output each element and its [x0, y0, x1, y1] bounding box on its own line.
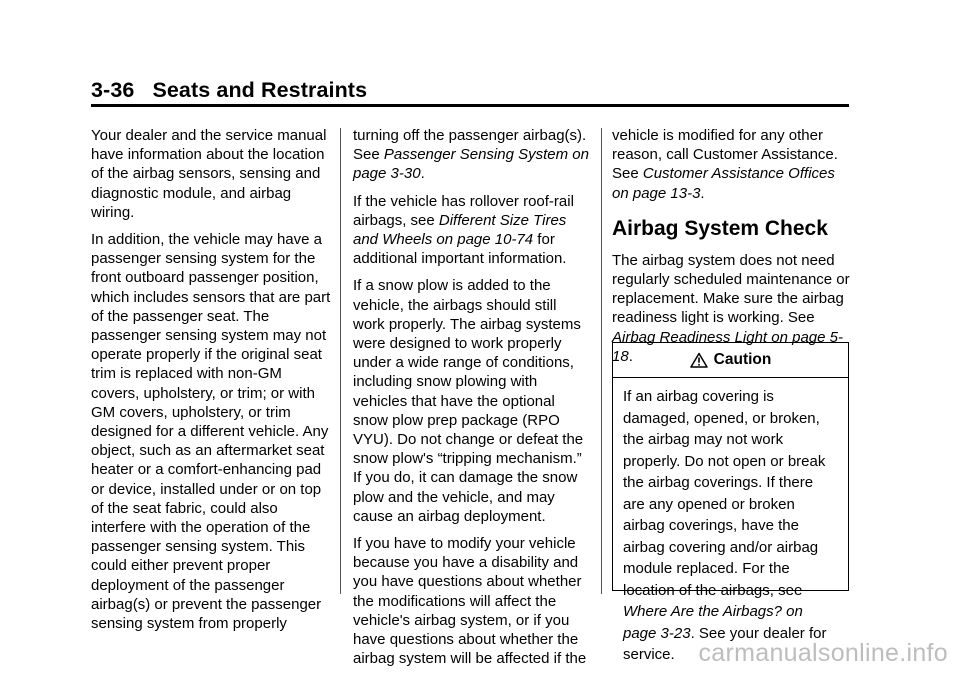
section-heading: Airbag System Check — [612, 216, 828, 240]
column-3 — [612, 126, 852, 374]
col2-paragraph-4: If you have to modify your vehicle because you have a disability and you have questions about whether the modifications will affect the vehicle's airbag system, or if you have questions about whether the airbag system will be affected if the — [353, 535, 587, 668]
cross-reference-link[interactable]: Where Are the Airbags? on page 3-23 — [623, 603, 803, 642]
column-divider-1 — [340, 128, 341, 594]
cross-reference-link[interactable]: Passenger Sensing System on page 3-30 — [353, 146, 589, 183]
section-title: Seats and Restraints — [152, 78, 368, 102]
column-divider-2 — [601, 128, 602, 594]
cross-reference-link[interactable]: Different Size Tires and Wheels on page 10-74 — [353, 211, 567, 249]
page-number: 3-36 — [91, 78, 135, 102]
caution-body: If an airbag covering is damaged, opened, or broken, the airbag may not work properly. Do not open or break the airbag coverings. If there are any opened or broken airbag coverings, have the airbag covering and/or airbag module replaced. For the location of the airbags, see Where Are the Airbags? on page 3-23. See your dealer for service. — [623, 388, 827, 663]
cross-reference-link[interactable]: Customer Assistance Offices on page 13-3 — [612, 165, 835, 202]
column-1 — [91, 126, 331, 641]
warning-triangle-icon — [690, 352, 708, 368]
col1-paragraph-1: Your dealer and the service manual have information about the location of the airbag sensors, sensing and diagnostic module, and airbag wiring. — [91, 127, 327, 221]
col2-paragraph-3: If a snow plow is added to the vehicle, the airbags should still work properly. The airbag systems were designed to work properly under a wide range of conditions, including snow plowing with vehicles that have the optional snow plow prep package (RPO VYU). Do not change or defeat the snow plow's “tripping mechanism.” If you do, it can damage the snow plow and the vehicle, and may cause an airbag deployment. — [353, 277, 584, 525]
caution-header — [613, 343, 848, 378]
col2-paragraph-1: turning off the passenger airbag(s). See Passenger Sensing System on page 3-30. — [353, 127, 589, 183]
col2-paragraph-2: If the vehicle has rollover roof-rail airbags, see Different Size Tires and Wheels on page 10-74 for additional important information. — [353, 192, 574, 268]
column-2 — [353, 126, 591, 676]
watermark: carmanualsonline.info — [698, 639, 948, 667]
col3-paragraph-2: The airbag system does not need regularly scheduled maintenance or replacement. Make sure the airbag readiness light is working. See Airbag Readiness Light on page 5-18. — [612, 251, 850, 365]
cross-reference-link[interactable]: Airbag Readiness Light on page 5-18 — [612, 328, 843, 365]
page-header — [91, 78, 367, 103]
col1-paragraph-2: In addition, the vehicle may have a passenger sensing system for the front outboard passenger position, which includes sensors that are part of the passenger seat. The passenger sensing system may not operate properly if the original seat trim is replaced with non-GM covers, upholstery, or trim; or with GM covers, upholstery, or trim designed for a different vehicle. Any object, such as an aftermarket seat heater or a comfort-enhancing pad or device, installed under or on top of the seat fabric, could also interfere with the operation of the passenger sensing system. This could either prevent proper deployment of the passenger airbag(s) or prevent the passenger sensing system from properly — [91, 231, 331, 633]
col3-paragraph-1: vehicle is modified for any other reason, call Customer Assistance. See Customer Assistance Offices on page 13-3. — [612, 127, 838, 202]
caution-title: Caution — [713, 351, 772, 368]
header-rule — [91, 104, 849, 107]
